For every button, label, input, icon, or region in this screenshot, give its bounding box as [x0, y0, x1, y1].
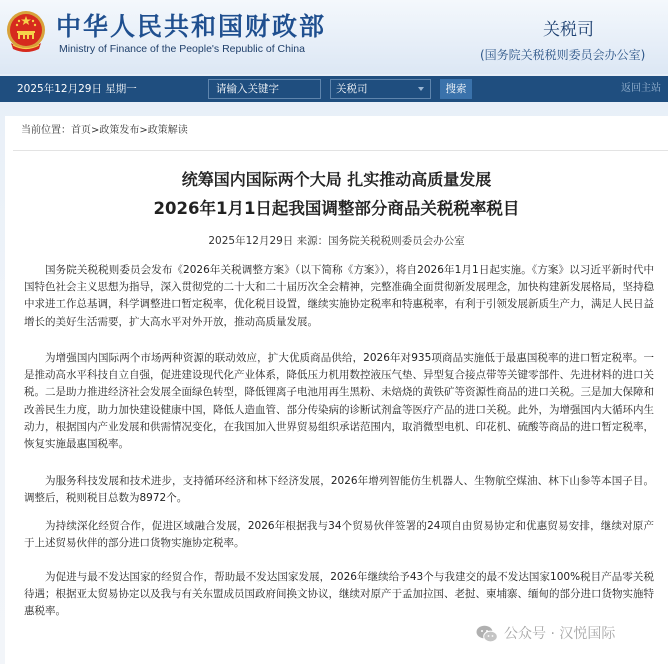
- search-input[interactable]: 请输入关键字: [208, 79, 321, 99]
- site-title[interactable]: 中华人民共和国财政部: [56, 12, 327, 41]
- breadcrumb-item-home[interactable]: 首页: [71, 125, 91, 136]
- home-link[interactable]: 返回主站: [621, 83, 661, 94]
- search-scope-select[interactable]: [330, 79, 431, 99]
- breadcrumb: [21, 124, 188, 138]
- article-title-line2: 2026年1月1日起我国调整部分商品关税税率税目: [153, 199, 520, 218]
- search-button[interactable]: 搜索: [440, 79, 472, 99]
- breadcrumb-separator: >: [91, 125, 100, 136]
- breadcrumb-item-policy-release[interactable]: 政策发布: [99, 125, 140, 136]
- national-emblem-icon: [5, 9, 47, 55]
- content-panel: [5, 116, 668, 664]
- divider: [13, 150, 668, 151]
- breadcrumb-separator: >: [139, 125, 148, 136]
- site-header: [0, 0, 668, 74]
- article-paragraph: 为持续深化经贸合作，促进区域融合发展，2026年根据我与34个贸易伙伴签署的24项自由贸易协定和优惠贸易安排，继续对原产于上述贸易伙伴的部分进口货物实施协定税率。: [24, 520, 654, 550]
- watermark: [476, 624, 615, 644]
- article-title-line1: 统筹国内国际两个大局 扎实推动高质量发展: [181, 170, 492, 189]
- wechat-icon: [476, 625, 498, 643]
- article-paragraph: 为服务科技发展和技术进步，支持循环经济和林下经济发展，2026年增列智能仿生机器人、生物航空煤油、林下山参等本国子目。调整后，税则税目总数为8972个。: [24, 475, 654, 505]
- nav-bar: [0, 76, 668, 102]
- department-subtitle: (国务院关税税则委员会办公室): [480, 48, 646, 62]
- current-date: 2025年12月29日 星期一: [17, 83, 137, 95]
- article-paragraph: 国务院关税税则委员会发布《2026年关税调整方案》（以下简称《方案》），将自2026年1月1日起实施。《方案》以习近平新时代中国特色社会主义思想为指导，深入贯彻党的二十大和二十届历次全会精神，完整准确全面贯彻新发展理念，加快构建新发展格局，坚持稳中求进工作总基调，科学调整进口暂定税率，优化税目设置，继续实施协定税率和特惠税率，有利于引领发展新质生产力，满足人民日益增长的美好生活需要，扩大高水平对外开放，推动高质量发展。: [24, 264, 654, 328]
- article-paragraph: 为促进与最不发达国家的经贸合作，帮助最不发达国家发展，2026年继续给予43个与我建交的最不发达国家100%税目产品零关税待遇；根据亚太贸易协定以及我与有关东盟成员国政府间换文协议，继续对原产于孟加拉国、老挝、柬埔寨、缅甸的部分进口货物实施特惠税率。: [24, 571, 654, 618]
- breadcrumb-item-policy-interpretation[interactable]: 政策解读: [147, 125, 188, 136]
- search-scope-value: 关税司: [336, 83, 368, 95]
- article-meta: 2025年12月29日 来源：国务院关税税则委员会办公室: [208, 235, 465, 247]
- watermark-text: 公众号 · 汉悦国际: [504, 626, 616, 642]
- chevron-down-icon: [418, 87, 424, 91]
- site-subtitle: Ministry of Finance of the People's Republic of China: [59, 43, 305, 55]
- department-name: 关税司: [543, 20, 594, 40]
- breadcrumb-label: 当前位置：: [21, 125, 71, 136]
- article-paragraph: 为增强国内国际两个市场两种资源的联动效应，扩大优质商品供给，2026年对935项商品实施低于最惠国税率的进口暂定税率。一是推动高水平科技自立自强，促进建设现代化产业体系，降低压力机用数控液压气垫、异型复合接点带等关键零部件、先进材料的进口关税。二是助力推进经济社会发展全面绿色转型，降低锂离子电池用再生黑粉、未焙烧的黄铁矿等资源性商品的进口关税。三是加大保障和改善民生力度，助力加快建设健康中国，降低人造血管、部分传染病的诊断试剂盒等医疗产品的进口关税。此外，为增强国内大循环内生动力，根据国内产业发展和供需情况变化，在我国加入世界贸易组织承诺范围内，取消微型电机、印花机、硫酸等商品的进口暂定税率，恢复实施最惠国税率。: [24, 352, 654, 451]
